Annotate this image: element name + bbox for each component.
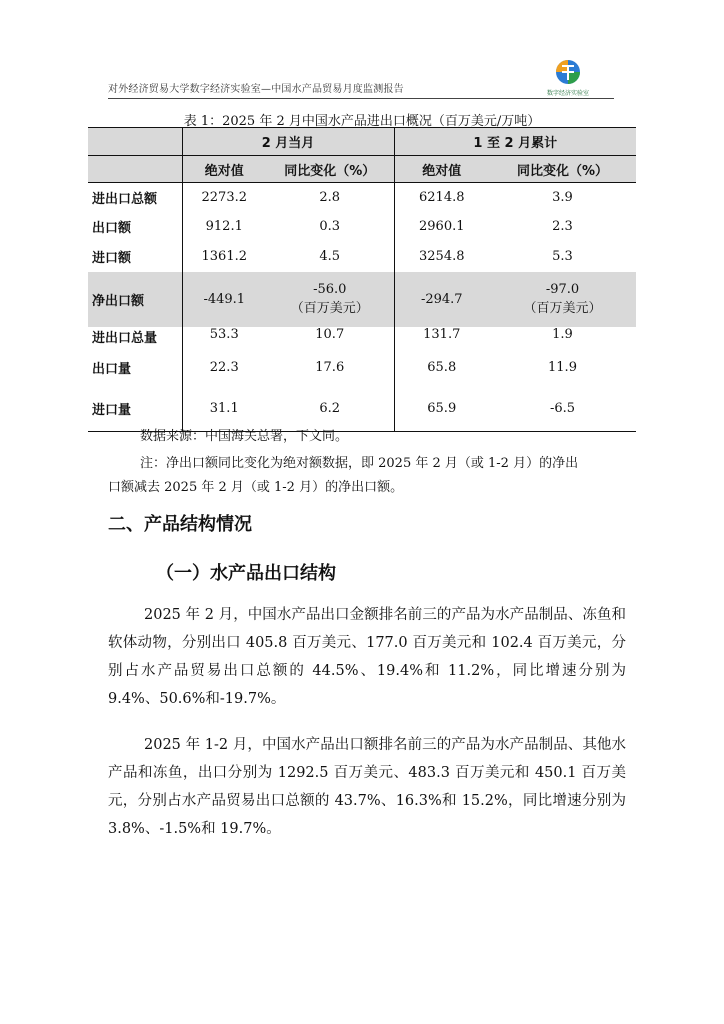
row-label: 出口额 [88,212,182,242]
row-label: 净出口额 [88,272,182,327]
footnote-line-1: 注：净出口额同比变化为绝对额数据，即 2025 年 2 月（或 1-2 月）的净出 [140,456,579,471]
row-label: 进口量 [88,387,182,432]
table-cell: 1361.2 [201,249,247,264]
lab-logo [528,58,608,98]
table-cell-with-unit [489,272,636,327]
row-label: 进出口总量 [88,327,182,349]
table-cell: 4.5 [266,242,394,272]
source-note: 数据来源：中国海关总署，下文同。 [140,429,349,444]
table-cell-with-unit [266,272,394,327]
table-cell: 2960.1 [419,219,465,234]
table-row [88,387,636,432]
col-header-yoy-month: 同比变化（%） [266,156,394,183]
trade-summary-table [88,127,636,432]
table-cell: 131.7 [423,326,461,342]
corner-cell [88,156,182,183]
row-label: 进出口总额 [88,183,182,212]
table-row-highlighted [88,272,636,327]
table-cell: 912.1 [205,219,243,234]
table-caption: 表 1：2025 年 2 月中国水产品进出口概况（百万美元/万吨） [183,114,541,129]
cell-unit: （百万美元） [523,301,602,316]
cell-value: -56.0 [313,282,347,297]
table-row [88,327,636,349]
table-cell: 65.8 [427,360,457,375]
group-header-row [88,128,636,156]
table-cell: 3.9 [552,189,573,205]
group-header-cumulative: 1 至 2 月累计 [394,128,636,156]
col-header-absolute-cumulative: 绝对值 [422,163,462,179]
table-cell: 31.1 [182,387,266,432]
row-label: 进口额 [88,242,182,272]
body-paragraph: 2025 年 1-2 月，中国水产品出口额排名前三的产品为水产品制品、其他水产品和冻鱼，出口分别为 1292.5 百万美元、483.3 百万美元和 450.1 百万美元，分别占水产品贸易出口总额的 43.7%、16.3%和 15.2%，同比增速分别为 3.8%、-1.5%和 19.7%。 [108,737,626,837]
corner-cell [88,128,182,156]
col-header-absolute-month: 绝对值 [204,163,244,179]
table-cell: 65.9 [394,387,489,432]
body-paragraph: 2025 年 2 月，中国水产品出口金额排名前三的产品为水产品制品、冻鱼和软体动物，分别出口 405.8 百万美元、177.0 百万美元和 102.4 百万美元，分别占水产品贸易出口总额的 44.5%、19.4%和 11.2%，同比增速分别为 9.4%、50.6%和-19.7%。 [108,607,626,707]
col-header-yoy-cumulative: 同比变化（%） [516,163,609,179]
table-row [88,212,636,242]
report-header: 对外经济贸易大学数字经济实验室—中国水产品贸易月度监测报告 [108,84,404,95]
table-cell: 53.3 [209,326,239,342]
header-divider [108,98,614,99]
table-cell: 17.6 [266,349,394,387]
cell-value: -97.0 [545,282,580,297]
globe-logo-icon [528,58,608,90]
group-header-month: 2 月当月 [182,128,394,156]
section-title: 二、产品结构情况 [108,514,252,535]
table-cell: 5.3 [552,249,573,264]
table-cell: 11.9 [548,360,577,375]
footnote-line-2: 口额减去 2025 年 2 月（或 1-2 月）的净出口额。 [108,480,404,495]
table-cell: -6.5 [489,387,636,432]
table-cell: 2.8 [266,183,394,212]
table-cell: 10.7 [266,327,394,349]
table-cell: 22.3 [209,360,239,375]
table-row [88,183,636,212]
table-cell: 6214.8 [419,189,465,205]
table-cell: 3254.8 [419,249,465,264]
cell-unit: （百万美元） [290,301,369,316]
table-row [88,242,636,272]
table-cell: -294.7 [420,291,463,307]
table-cell: 2.3 [552,219,573,234]
table-cell: 2273.2 [201,189,247,205]
table-cell: 0.3 [266,212,394,242]
row-label: 出口量 [88,349,182,387]
table-cell: 1.9 [552,326,573,342]
table-row [88,349,636,387]
logo-text: 数字经济实验室 [546,90,589,97]
column-header-row [88,156,636,183]
subsection-title: （一）水产品出口结构 [156,563,336,584]
table-cell: 6.2 [266,387,394,432]
table-cell: -449.1 [203,291,246,307]
